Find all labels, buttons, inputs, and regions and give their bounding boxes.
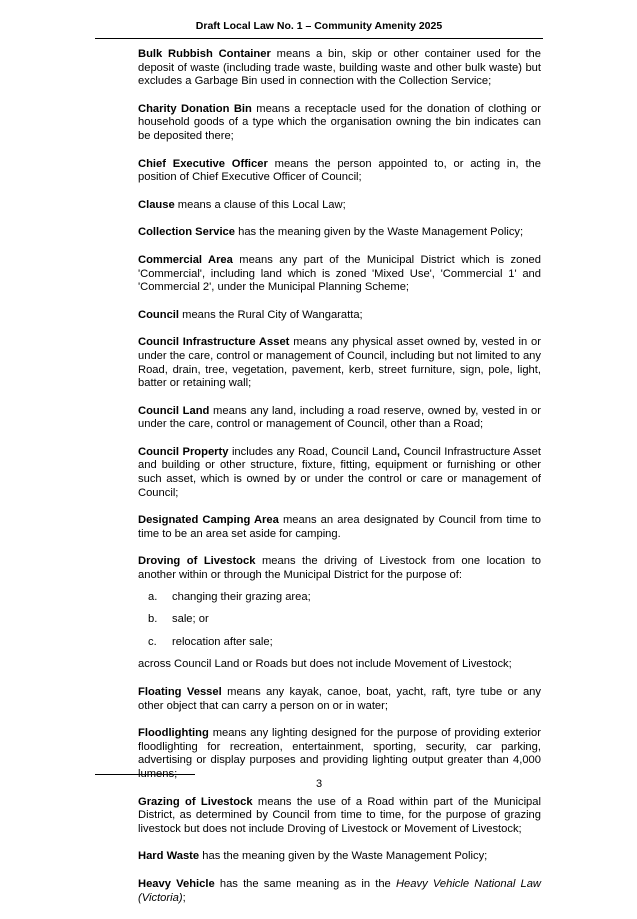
definition-term: Floodlighting [138,727,209,740]
definition-text: means any lighting designed for the purpose of providing exterior floodlighting for recreation, entertainment, sporting, security, car parking, advertising or display purposes and providing lighting output greater than 4,000 lumens; [138,727,541,780]
definition-chief-executive-officer [138,158,541,185]
definition-charity-donation-bin [138,103,541,144]
definition-text: means the driving of Livestock from one location to another within or through the Municipal District for the purpose of: [138,555,541,582]
droving-tail-text: across Council Land or Roads but does not include Movement of Livestock; [138,658,512,671]
definition-council-property [138,446,541,500]
definition-term: Council Property [138,445,229,458]
definition-term: Collection Service [138,226,235,239]
definition-text: means the Rural City of Wangaratta; [179,308,363,321]
droving-purpose-list [138,591,541,650]
definition-text: means any land, including a road reserve, owned by, vested in or under the care, control or management of Council, other than a Road; [138,404,541,431]
page-number: 3 [315,778,323,790]
definition-text: Council Infrastructure Asset and building or other structure, fixture, fitting, equipment or furnishing or other such asset, which is owned by or under the control or care or management of Council; [138,445,541,499]
definition-council [138,309,541,323]
definition-council-infrastructure-asset [138,336,541,390]
list-text: relocation after sale; [172,635,273,648]
list-letter: a. [148,590,158,603]
definition-council-land [138,405,541,432]
definition-floating-vessel [138,686,541,713]
definition-term: Designated Camping Area [138,514,279,527]
list-item [138,613,541,627]
list-letter: c. [148,635,157,648]
definition-text: means any kayak, canoe, boat, yacht, raft, tyre tube or any other object that can carry a person on or in water; [138,686,541,712]
definition-term: Floating Vessel [138,686,222,698]
definition-text: has the meaning given by the Waste Management Policy; [199,850,488,863]
definition-text: means an area designated by Council from time to time to be an area set aside for camping. [138,514,541,540]
list-letter: b. [148,613,158,626]
definition-term: Hard Waste [138,850,200,863]
definition-droving-of-livestock [138,555,541,582]
definition-clause [138,199,541,213]
definition-comma: , [396,445,401,458]
definition-term: Droving of Livestock [138,555,256,568]
definition-commercial-area [138,254,541,295]
definition-grazing-of-livestock [138,796,541,837]
definition-text: means a receptacle used for the donation of clothing or household goods of a type which the organisation owning the bin indicates can be deposited there; [138,102,541,142]
definition-term: Heavy Vehicle [138,877,215,890]
footer-rule [95,774,195,775]
definition-hard-waste [138,850,541,864]
definition-term: Chief Executive Officer [138,157,268,170]
definition-term: Council [138,308,180,321]
definition-text: means the person appointed to, or acting in, the position of Chief Executive Officer of Council; [138,157,541,184]
definition-term: Council Land [138,404,210,417]
list-item [138,591,541,605]
definition-heavy-vehicle [138,878,541,905]
definition-term: Bulk Rubbish Container [138,48,271,60]
definition-text: means a bin, skip or other container used for the deposit of waste (including trade waste, building waste and other bulk waste) but excludes a Garbage Bin used in connection with the Collection Service; [138,48,541,88]
list-text: sale; or [172,613,209,626]
definition-text: means a clause of this Local Law; [174,198,346,211]
definition-text: means any physical asset owned by, vested in or under the care, control or management of Council, including but not limited to any Road, drain, tree, vegetation, pavement, kerb, street furniture, sign, pole, light, batter or retaining wall; [138,336,541,390]
definition-text: means the use of a Road within part of the Municipal District, as determined by Council from time to time, for the purpose of grazing livestock but does not include Droving of Livestock or Movement of Livestock; [138,795,541,835]
definition-italic-ref: Heavy Vehicle National Law (Victoria) [138,877,541,904]
definition-bulk-rubbish-container [138,48,541,89]
definition-text: has the same meaning as in the [214,877,396,890]
definition-designated-camping-area [138,514,541,541]
definition-text-end: ; [182,891,186,904]
definition-text: means any part of the Municipal District which is zoned 'Commercial', including land which is zoned 'Mixed Use', 'Commercial 1' and 'Commercial 2', under the Municipal Planning Scheme; [138,253,541,294]
definition-floodlighting [138,727,541,781]
definition-term: Council Infrastructure Asset [138,336,290,349]
list-item [138,636,541,650]
definition-collection-service [138,226,541,240]
definition-text: has the meaning given by the Waste Management Policy; [235,226,524,239]
definition-term: Commercial Area [138,253,233,266]
definition-term: Clause [138,198,175,211]
definition-text: includes any Road, Council Land [228,445,397,458]
definition-term: Grazing of Livestock [138,795,253,808]
list-text: changing their grazing area; [172,590,311,603]
definition-term: Charity Donation Bin [138,102,252,115]
page-header: Draft Local Law No. 1 – Community Amenity 2025 [195,20,443,32]
header-rule [95,38,543,39]
